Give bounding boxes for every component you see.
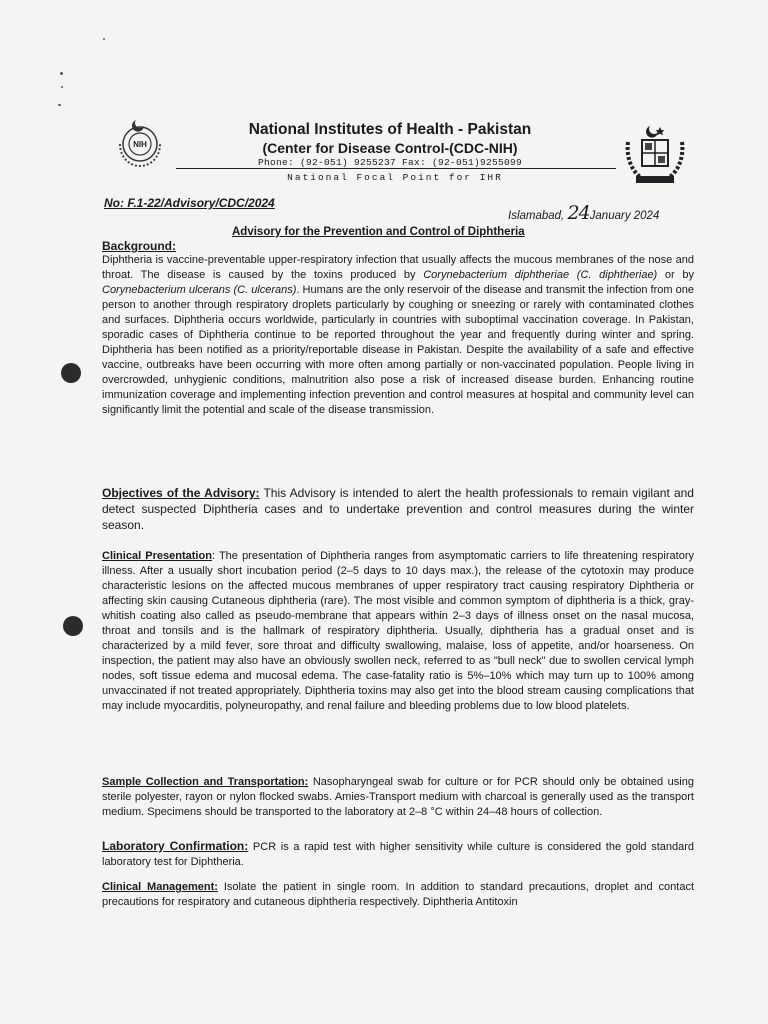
lab-confirmation-paragraph: [102, 839, 694, 870]
objectives-heading: Objectives of the Advisory:: [102, 486, 260, 500]
clinical-management-text: Isolate the patient in single room. In addition to standard precautions, droplet and contact precautions for respiratory and cutaneous diphtheria respectively. Diphtheria Antitoxin: [102, 881, 695, 908]
institution-name: National Institutes of Health - Pakistan: [248, 121, 532, 138]
header-divider: [176, 168, 616, 169]
contact-numbers: Phone: (92-051) 9255237 Fax: (92-051)9255099: [257, 157, 523, 168]
clinical-management-paragraph: [102, 880, 694, 910]
issue-place: Islamabad,: [508, 210, 565, 222]
reference-number: No: F.1-22/Advisory/CDC/2024: [104, 196, 275, 210]
clinical-presentation-paragraph: [102, 549, 694, 714]
nih-logo-icon: [112, 118, 168, 174]
scan-speck: [60, 72, 63, 75]
punch-hole: [63, 616, 83, 636]
species-name-2: Corynebacterium ulcerans (C. ulcerans): [102, 284, 297, 296]
species-name-1: Corynebacterium diphtheriae (C. diphtheriae): [423, 269, 658, 281]
state-emblem-icon: [622, 122, 688, 188]
sample-collection-heading: Sample Collection and Transportation:: [102, 776, 309, 788]
letterhead: [180, 120, 600, 168]
background-paragraph: [102, 253, 694, 418]
scan-speck: [58, 104, 61, 106]
background-text-3: . Humans are the only reservoir of the disease and transmit the infection from one person to another through respiratory droplets particularly by coughing or sneezing or rarely with contaminated clothes and surfaces. Diphtheria occurs worldwide, particularly in countries with suboptimal vaccination coverage. In Pakistan, sporadic cases of Diphtheria continue to be reported throughout the year and frequently during winter and spring. Diphtheria has been notified as a priority/reportable disease in Pakistan. Despite the availability of a safe and effective vaccine, outbreaks have been occurring with more often among partially or non-vaccinated population. People living in overcrowded, unhygienic conditions, malnutrition also pose a risk of increased disease burden. Enhancing routine immunization coverage and implementing infection prevention and control measures at hospital and community level can significantly limit the potential and scale of the disease transmission.: [102, 284, 694, 416]
lab-confirmation-text: PCR is a rapid test with higher sensitivity while culture is considered the gold standard laboratory test for Diphtheria.: [102, 841, 695, 868]
objectives-text: This Advisory is intended to alert the health professionals to remain vigilant and detect suspected Diphtheria cases and to undertake prevention and control measures during the winter season.: [102, 486, 694, 532]
issue-month-year: January 2024: [589, 210, 660, 222]
clinical-presentation-heading: Clinical Presentation: [102, 550, 212, 562]
lab-confirmation-heading: Laboratory Confirmation:: [102, 839, 249, 853]
clinical-presentation-text: : The presentation of Diphtheria ranges from asymptomatic carriers to life threatening respiratory illness. After a usually short incubation period (2–5 days to 10 days max.), the release of the cytotoxin may produce characteristic lesions on the affected mucous membranes of upper respiratory tract causing respiratory Diphtheria or affecting skin causing Cutaneous diphtheria (rare). The most visible and common symptom of diphtheria is a thick, gray-whitish coating also called as pseudo-membrane that appears within 2–3 days of illness onset on the nasal mucosa, throat and tonsils and is the hallmark of respiratory diphtheria. Usually, diphtheria has a gradual onset and is characterized by a mild fever, sore throat and difficulty swallowing, malaise, loss of appetite, and/or hoarseness. On inspection, the patient may also have an obviously swollen neck, referred to as "bull neck" due to swollen cervical lymph nodes, soft tissue edema and mucosal edema. The case-fatality ratio is 5%–10% which may turn up to 100% among unvaccinated if not treated appropriately. Diphtheria toxins may also get into the blood stream causing complications that may include myocarditis, polyneuropathy, and renal failure and bleeding problems due to low blood platelets.: [102, 550, 694, 712]
advisory-title: Advisory for the Prevention and Control of Diphtheria: [232, 226, 525, 238]
background-text-2: or by: [657, 269, 694, 281]
sample-collection-paragraph: [102, 775, 694, 820]
institution-subtitle: (Center for Disease Control-(CDC-NIH): [262, 140, 518, 156]
scan-speck: [103, 38, 105, 40]
objectives-paragraph: [102, 485, 694, 533]
punch-hole: [61, 363, 81, 383]
scan-speck: [61, 86, 63, 88]
issue-day-handwritten: 24: [567, 202, 590, 224]
issue-date: [508, 202, 659, 224]
background-heading: Background:: [102, 239, 177, 253]
focal-point-line: National Focal Point for IHR: [287, 172, 503, 183]
clinical-management-heading: Clinical Management:: [102, 881, 218, 893]
sample-collection-text: Nasopharyngeal swab for culture or for PCR should only be obtained using sterile polyester, rayon or nylon flocked swabs. Amies-Transport medium with charcoal is generally used as the transport medium. Specimens should be transported to the laboratory at 2–8 °C within 24–48 hours of collection.: [102, 776, 694, 818]
background-text-1: Diphtheria is vaccine-preventable upper-respiratory infection that usually affects the mucous membranes of the nose and throat. The disease is caused by the toxins produced by: [102, 254, 694, 281]
nih-logo-text: NIH: [133, 140, 147, 149]
